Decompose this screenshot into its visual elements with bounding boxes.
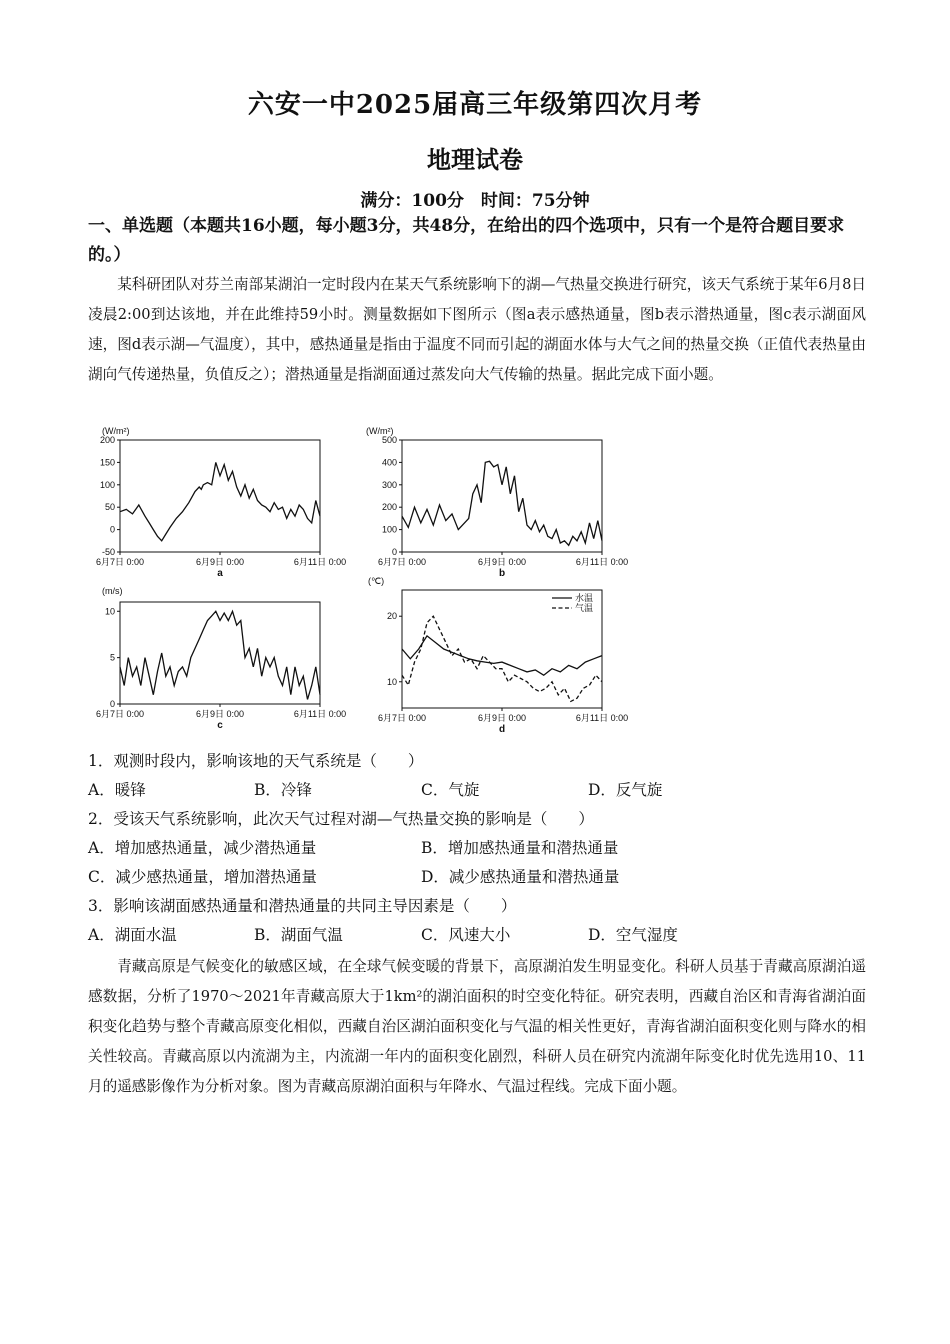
x-tick-label: 6月11日 0:00 <box>293 557 347 567</box>
y-tick-label: 0 <box>109 524 115 535</box>
panel-label: b <box>498 568 506 579</box>
y-axis-label: (W/m²) <box>366 426 394 436</box>
x-tick-label: 6月9日 0:00 <box>477 557 527 567</box>
chart-b-svg <box>362 420 652 580</box>
y-tick-label: 150 <box>99 457 115 468</box>
y-tick-label: 0 <box>109 699 115 709</box>
question-1-stem: 1．观测时段内，影响该地的天气系统是（ ） <box>88 752 424 770</box>
y-tick-label: -50 <box>101 547 115 557</box>
x-tick-label: 6月7日 0:00 <box>377 557 427 567</box>
y-tick-label: 100 <box>381 524 397 535</box>
q1-option-d: D．反气旋 <box>588 781 663 799</box>
q1-option-c: C．气旋 <box>421 781 480 799</box>
x-tick-label: 6月11日 0:00 <box>575 557 629 567</box>
panel-label: a <box>217 568 223 579</box>
y-tick-label: 500 <box>381 435 397 445</box>
question-2-stem: 2．受该天气系统影响，此次天气过程对湖—气热量交换的影响是（ ） <box>88 810 594 828</box>
x-tick-label: 6月9日 0:00 <box>195 709 245 719</box>
legend-label: 水温 <box>575 593 594 603</box>
chart-a-svg <box>82 420 362 580</box>
y-tick-label: 5 <box>109 652 115 663</box>
chart-panel-a <box>82 420 362 580</box>
y-axis-label: (W/m²) <box>102 426 130 436</box>
passage-1: 某科研团队对芬兰南部某湖泊一定时段内在某天气系统影响下的湖—气热量交换进行研究，该天气系统于某年6月8日凌晨2:00到达该地，并在此维持59小时。测量数据如下图所示（图a表示感热通量，图b表示潜热通量，图c表示湖面风速，图d表示湖—气温度），其中，感热通量是指由于温度不同而引起的湖面水体与大气之间的热量交换（正值代表热量由湖向气传递热量，负值反之）；潜热通量是指湖面通过蒸发向大气传输的热量。据此完成下面小题。 <box>88 276 866 383</box>
y-tick-label: 10 <box>386 676 397 687</box>
question-3-stem: 3．影响该湖面感热通量和潜热通量的共同主导因素是（ ） <box>88 897 517 915</box>
chart-panel-d <box>362 572 652 740</box>
q1-option-a: A．暖锋 <box>88 781 146 799</box>
series-line-感热通量 <box>120 462 320 540</box>
y-tick-label: 0 <box>391 547 397 557</box>
y-tick-label: 200 <box>99 435 115 445</box>
q2-option-d: D．减少感热通量和潜热通量 <box>421 868 620 886</box>
q2-option-c: C．减少感热通量，增加潜热通量 <box>88 868 317 886</box>
y-tick-label: 100 <box>99 479 115 490</box>
y-tick-label: 300 <box>381 479 397 490</box>
chart-panel-b <box>362 420 652 580</box>
x-tick-label: 6月11日 0:00 <box>293 709 347 719</box>
y-axis-label: (℃) <box>368 576 385 586</box>
y-tick-label: 50 <box>104 502 115 513</box>
y-tick-label: 400 <box>381 457 397 468</box>
x-tick-label: 6月7日 0:00 <box>95 557 145 567</box>
y-axis-label: (m/s) <box>102 586 123 596</box>
subject-title: 地理试卷 <box>427 145 523 174</box>
q3-option-d: D．空气湿度 <box>588 926 678 944</box>
q2-option-a: A．增加感热通量，减少潜热通量 <box>88 839 317 857</box>
exam-meta: 满分：100分 时间：75分钟 <box>360 191 590 211</box>
y-tick-label: 10 <box>104 606 115 617</box>
x-tick-label: 6月9日 0:00 <box>477 713 527 723</box>
passage-2: 青藏高原是气候变化的敏感区域，在全球气候变暖的背景下，高原湖泊发生明显变化。科研人员基于青藏高原湖泊遥感数据，分析了1970～2021年青藏高原大于1km²的湖泊面积的时空变化特征。研究表明，西藏自治区和青海省湖泊面积变化趋势与整个青藏高原变化相似，西藏自治区湖泊面积变化与气温的相关性更好，青海省湖泊面积变化则与降水的相关性较高。青藏高原以内流湖为主，内流湖一年内的面积变化剧烈，科研人员在研究内流湖年际变化时优先选用10、11月的遥感影像作为分析对象。图为青藏高原湖泊面积与年降水、气温过程线。完成下面小题。 <box>88 958 866 1095</box>
panel-label: d <box>498 724 506 735</box>
q3-option-b: B．湖面气温 <box>254 926 343 944</box>
q2-option-b: B．增加感热通量和潜热通量 <box>421 839 619 857</box>
exam-title: 六安一中2025届高三年级第四次月考 <box>247 90 703 120</box>
series-line-潜热通量 <box>402 461 602 545</box>
x-tick-label: 6月7日 0:00 <box>377 713 427 723</box>
y-tick-label: 200 <box>381 502 397 513</box>
x-tick-label: 6月7日 0:00 <box>95 709 145 719</box>
q3-option-a: A．湖面水温 <box>88 926 177 944</box>
q3-option-c: C．风速大小 <box>421 926 511 944</box>
section-heading: 一、单选题（本题共16小题，每小题3分，共48分，在给出的四个选项中，只有一个是符合题目要求的。） <box>88 216 845 265</box>
chart-d-svg <box>362 572 652 740</box>
plot-frame <box>120 440 320 552</box>
chart-panel-c <box>82 580 362 740</box>
chart-c-svg <box>82 580 362 740</box>
q1-option-b: B．冷锋 <box>254 781 312 799</box>
panel-label: c <box>217 720 223 731</box>
legend-label: 气温 <box>575 603 594 613</box>
plot-frame <box>402 440 602 552</box>
series-line-湖面风速 <box>120 611 320 699</box>
x-tick-label: 6月11日 0:00 <box>575 713 629 723</box>
x-tick-label: 6月9日 0:00 <box>195 557 245 567</box>
y-tick-label: 20 <box>386 611 397 622</box>
series-line-气温 <box>402 616 602 701</box>
